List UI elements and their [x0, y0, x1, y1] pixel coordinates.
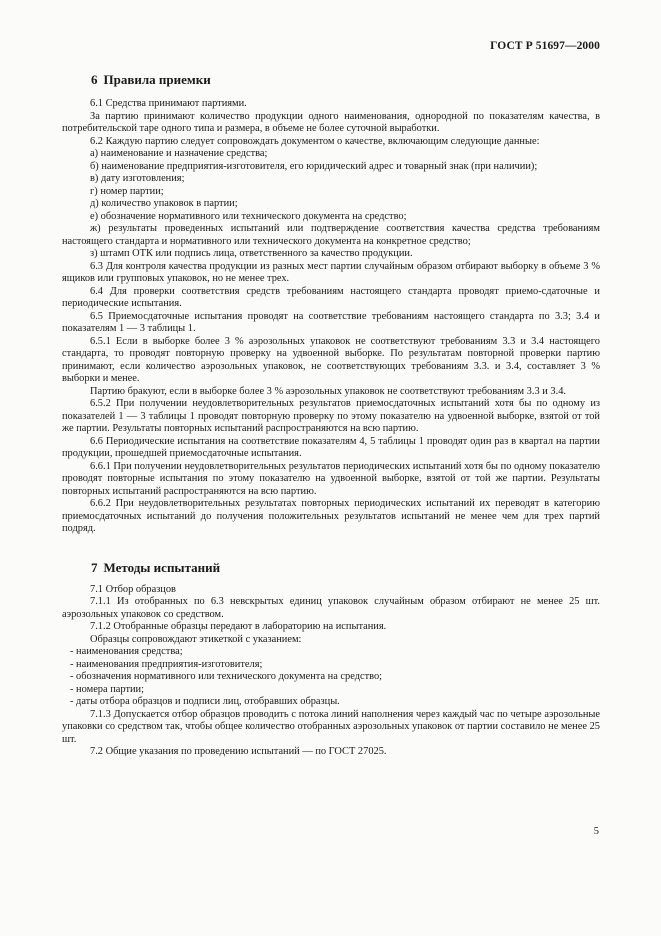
paragraph: 7.1.3 Допускается отбор образцов проводить с потока линий наполнения через каждый час по четыре аэрозольные упаковки со средством так, чтобы общее количество отобранных аэрозольных упаковок от партии составило не менее 25 шт. [62, 708, 600, 745]
paragraph: 6.1 Средства принимают партиями. [90, 98, 247, 109]
list-item: б) наименование предприятия-изготовителя, его юридический адрес и товарный знак (при наличии); [90, 160, 538, 172]
paragraph: 6.5.1 Если в выборке более 3 % аэрозольных упаковок не соответствуют требованиям 3.3 и 3.4 настоящего стандарта, то проводят повторную проверку на удвоенной выборке. По результатам повторной проверки партию принимают, если количество аэрозольных упаковок, не соответствующих требованиям 3.3. и 3.4, составляет 3 % выборки и менее. [62, 335, 600, 384]
paragraph: 6.2 Каждую партию следует сопровождать документом о качестве, включающим следующие данные: [90, 135, 540, 147]
paragraph: 7.2 Общие указания по проведению испытаний — по ГОСТ 27025. [90, 746, 387, 757]
section-6-content [62, 98, 600, 536]
paragraph: За партию принимают количество продукции одного наименования, однородной по показателям качества, в потребительской таре одного типа и размера, в объеме не более суточной выработки. [62, 110, 600, 134]
paragraph: 6.6.2 При неудовлетворительных результатах повторных периодических испытаний их переводят в категорию приемосдаточных испытаний до получения положительных результатов испытаний не менее чем для трех партий подряд. [62, 498, 600, 534]
list-item: ж) результаты проведенных испытаний или подтверждение соответствия качества средства требованиям настоящего стандарта и нормативного или технического документа на конкретное средство; [62, 223, 600, 247]
paragraph: 6.3 Для контроля качества продукции из разных мест партии случайным образом отбирают выборку в объеме 3 % ящиков или групповых упаковок, но не менее трех. [62, 260, 600, 284]
section-6-number: 6 [91, 72, 98, 87]
list-item: д) количество упаковок в партии; [90, 198, 238, 209]
paragraph: Партию бракуют, если в выборке более 3 % аэрозольных упаковок не соответствуют требованиям 3.3 и 3.4. [90, 385, 566, 397]
paragraph: 6.6.1 При получении неудовлетворительных результатов периодических испытаний хотя бы по одному показателю проводят повторные испытания по этому показателю на удвоенной выборке, взятой от той же партии. Результаты повторных испытаний распространяются на всю партию. [62, 460, 600, 497]
list-item: - даты отбора образцов и подписи лиц, отобравших образцы. [70, 696, 340, 707]
paragraph: 7.1.1 Из отобранных по 6.3 невскрытых единиц упаковок случайным образом отбирают не менее 25 шт. аэрозольных упаковок со средством. [62, 596, 600, 620]
list-item: - наименования предприятия-изготовителя; [70, 658, 263, 670]
paragraph: 7.1.2 Отобранные образцы передают в лабораторию на испытания. [90, 621, 387, 632]
document-header: ГОСТ Р 51697—2000 [490, 40, 600, 52]
list-item: - номера партии; [70, 683, 144, 695]
document-body [62, 72, 600, 759]
list-item: а) наименование и назначение средства; [90, 148, 268, 159]
list-item: з) штамп ОТК или подпись лица, ответственного за качество продукции. [90, 248, 413, 259]
section-7-heading [62, 560, 600, 576]
section-7-number: 7 [91, 559, 98, 575]
list-item: г) номер партии; [90, 185, 164, 197]
list-item: в) дату изготовления; [90, 173, 185, 184]
paragraph: 6.5.2 При получении неудовлетворительных результатов приемосдаточных испытаний хотя бы по одному из показателей 1 — 3 таблицы 1 проводят повторную проверку по этому показателю на удвоенной выборке, взятой от той же партии. Результаты повторных испытаний распространяются на всю партию. [62, 398, 600, 434]
section-7-content [62, 584, 600, 759]
section-7-title: Методы испытаний [103, 559, 221, 575]
paragraph: Образцы сопровождают этикеткой с указанием: [90, 633, 302, 645]
list-item: е) обозначение нормативного или технического документа на средство; [90, 210, 407, 222]
paragraph: 6.5 Приемосдаточные испытания проводят на соответствие требованиям настоящего стандарта по 3.3; 3.4 и показателям 1 — 3 таблицы 1. [62, 310, 600, 334]
paragraph: 7.1 Отбор образцов [90, 583, 176, 595]
paragraph: 6.4 Для проверки соответствия средств требованиям настоящего стандарта проводят приемо-сдаточные и периодические испытания. [62, 285, 600, 309]
section-6-heading [62, 72, 600, 88]
list-item: - обозначения нормативного или технического документа на средство; [70, 671, 383, 682]
page-number: 5 [593, 826, 599, 837]
paragraph: 6.6 Периодические испытания на соответствие показателям 4, 5 таблицы 1 проводят один раз в квартал на партии продукции, прошедшей приемосдаточные испытания. [62, 435, 600, 459]
section-6-title: Правила приемки [103, 72, 211, 87]
list-item: - наименования средства; [70, 646, 183, 657]
